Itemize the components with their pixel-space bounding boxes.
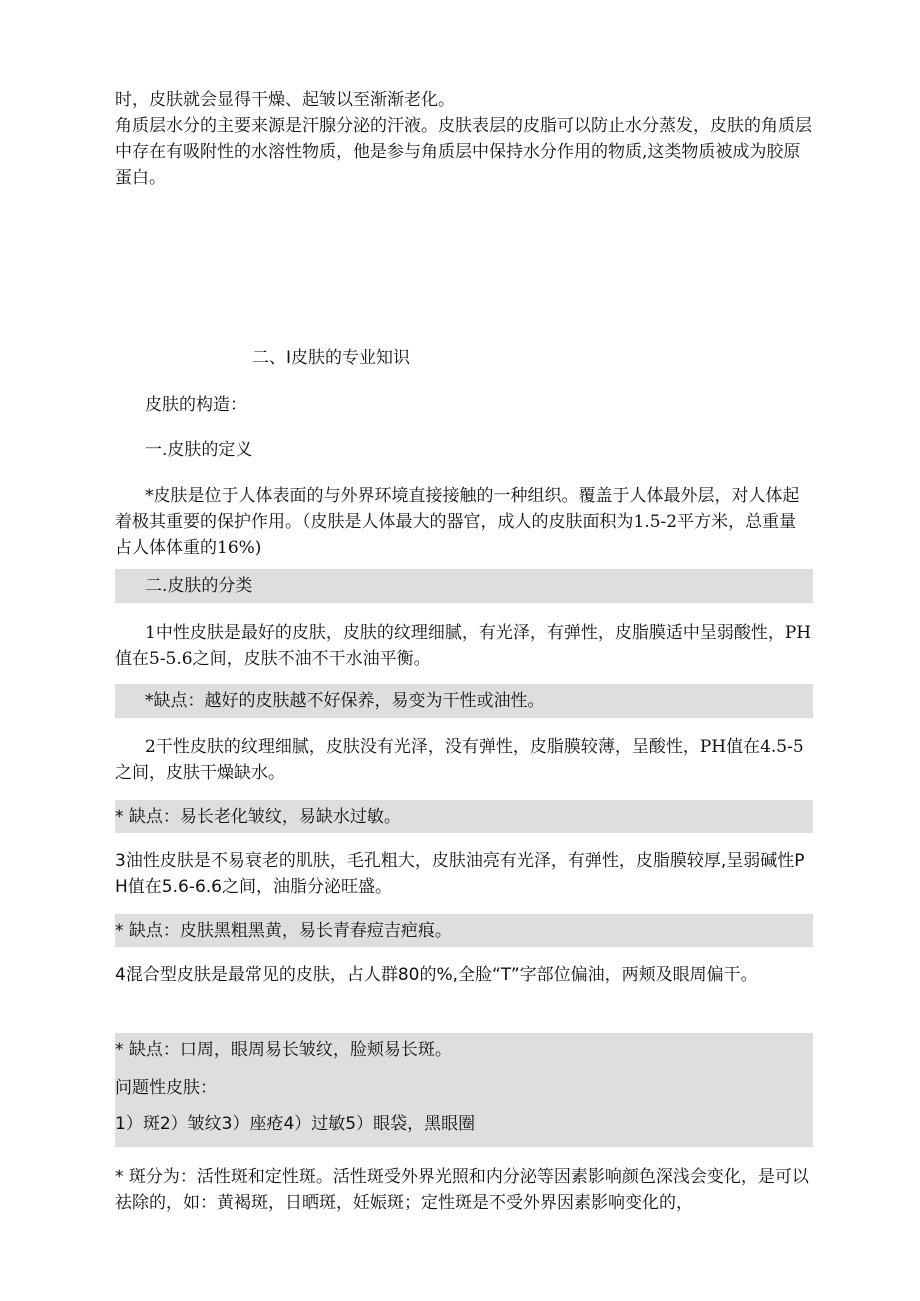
- dry-drawback-band: [115, 800, 813, 833]
- classification-title: 二.皮肤的分类: [145, 576, 253, 596]
- classification-band: [115, 569, 813, 603]
- intro-line: 时，皮肤就会显得干燥、起皱以至渐渐老化。: [115, 90, 455, 110]
- mixed-drawback: * 缺点：口周，眼周易长皱纹，脸颊易长斑。: [115, 1040, 452, 1060]
- neutral-drawback-band: [115, 684, 813, 718]
- structure-label: 皮肤的构造：: [145, 395, 247, 415]
- definition-title: 一.皮肤的定义: [145, 440, 253, 460]
- intro-paragraph: 角质层水分的主要来源是汗腺分泌的汗液。皮肤表层的皮脂可以防止水分蒸发，皮肤的角质层中存在有吸附性的水溶性物质，他是参与角质层中保持水分作用的物质,这类物质被成为胶原蛋白。: [115, 116, 812, 188]
- oily-drawback: * 缺点：皮肤黑粗黑黄，易长青春痘吉疤痕。: [115, 921, 452, 941]
- dry-skin-text: 2干性皮肤的纹理细腻，皮肤没有光泽，没有弹性，皮脂膜较薄，呈酸性，PH值在4.5-5之间，皮肤干燥缺水。: [115, 737, 804, 783]
- problem-skin-list: 1）斑2）皱纹3）座疮4）过敏5）眼袋，黑眼圈: [115, 1114, 476, 1134]
- neutral-drawback: *缺点：越好的皮肤越不好保养，易变为干性或油性。: [145, 691, 545, 711]
- problem-skin-band: [115, 1033, 813, 1147]
- section-heading: 二、I皮肤的专业知识: [252, 348, 411, 368]
- mixed-skin-text: 4混合型皮肤是最常见的皮肤，占人群80的%,全脸“T”字部位偏油，两颊及眼周偏干。: [115, 965, 758, 985]
- oily-skin-text: 3油性皮肤是不易衰老的肌肤，毛孔粗大，皮肤油亮有光泽，有弹性，皮脂膜较厚,呈弱碱性PH值在5.6-6.6之间，油脂分泌旺盛。: [115, 851, 805, 897]
- oily-drawback-band: [115, 914, 813, 947]
- neutral-skin-text: 1中性皮肤是最好的皮肤，皮肤的纹理细腻，有光泽，有弹性，皮脂膜适中呈弱酸性，PH值在5-5.6之间，皮肤不油不干水油平衡。: [115, 623, 812, 669]
- dry-drawback: * 缺点：易长老化皱纹，易缺水过敏。: [115, 807, 401, 827]
- definition-text: *皮肤是位于人体表面的与外界环境直接接触的一种组织。覆盖于人体最外层，对人体起着极其重要的保护作用。（皮肤是人体最大的器官，成人的皮肤面积为1.5-2平方米，总重量占人体体重的16%): [115, 486, 800, 558]
- problem-skin-title: 问题性皮肤：: [115, 1078, 217, 1098]
- spots-text: * 斑分为：活性斑和定性斑。活性斑受外界光照和内分泌等因素影响颜色深浅会变化，是可以祛除的，如：黄褐斑，日晒斑，妊娠斑；定性斑是不受外界因素影响变化的，: [115, 1167, 809, 1213]
